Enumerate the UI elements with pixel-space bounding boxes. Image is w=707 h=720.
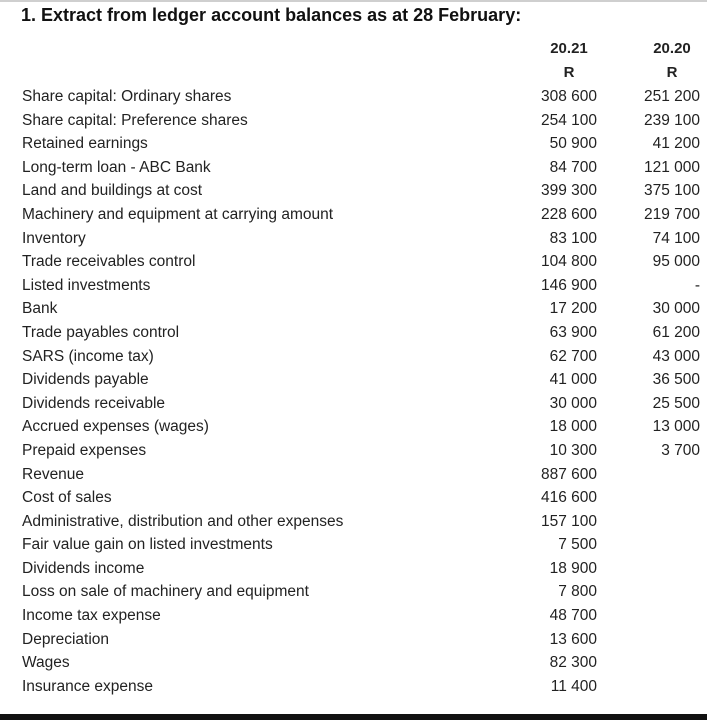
- table-row: [0, 580, 707, 604]
- balance-2021: 83 100: [549, 229, 597, 247]
- account-label: Listed investments: [22, 276, 151, 294]
- balance-2020: 239 100: [643, 111, 700, 129]
- balance-2021: 146 900: [540, 276, 597, 294]
- balance-2020: 61 200: [652, 323, 700, 341]
- account-label: Share capital: Ordinary shares: [22, 88, 232, 105]
- column-header-2021-unit: R: [563, 64, 575, 81]
- account-label: Bank: [22, 300, 58, 318]
- account-label: Long-term loan - ABC Bank: [22, 158, 211, 176]
- account-label: Administrative, distribution and other expenses: [22, 512, 344, 530]
- account-label: Trade receivables control: [22, 253, 196, 271]
- account-label: Dividends payable: [22, 371, 149, 389]
- table-row: [0, 227, 707, 251]
- page-title: 1. Extract from ledger account balances as at 28 February:: [21, 5, 522, 25]
- account-label: Retained earnings: [22, 135, 148, 153]
- table-row: [0, 675, 707, 699]
- account-label: Depreciation: [22, 630, 110, 648]
- table-row: [0, 463, 707, 487]
- account-label: Machinery and equipment at carrying amount: [22, 205, 334, 223]
- balance-2020: 95 000: [652, 253, 700, 271]
- balance-2020: 121 000: [643, 158, 700, 176]
- balance-2021: 84 700: [549, 158, 597, 176]
- account-label: Trade payables control: [22, 323, 180, 341]
- column-header-2021-year: 20.21: [550, 40, 588, 57]
- account-label: Inventory: [22, 229, 86, 247]
- column-header-2020-unit: R: [666, 64, 678, 81]
- balance-2020: 219 700: [643, 205, 700, 223]
- account-label: Dividends income: [22, 559, 145, 577]
- table-row: [0, 415, 707, 439]
- bottom-divider: [0, 714, 707, 720]
- account-label: Dividends receivable: [22, 394, 166, 412]
- balance-2021: 63 900: [549, 323, 597, 341]
- balance-2021: 82 300: [549, 654, 597, 672]
- balance-2021: 228 600: [540, 205, 597, 223]
- balance-2021: 10 300: [549, 441, 597, 459]
- balance-2020: 43 000: [652, 347, 700, 365]
- table-row: [0, 392, 707, 416]
- balance-2020: 3 700: [661, 441, 700, 459]
- account-label: Cost of sales: [22, 489, 112, 507]
- table-row: [0, 132, 707, 156]
- table-row: [0, 628, 707, 652]
- account-label: Insurance expense: [22, 677, 153, 695]
- table-row: [0, 109, 707, 133]
- balance-2020: 36 500: [652, 371, 700, 389]
- balance-2021: 48 700: [549, 607, 597, 625]
- table-row: [0, 203, 707, 227]
- table-row: [0, 557, 707, 581]
- balance-2021: 13 600: [549, 630, 597, 648]
- balance-2021: 41 000: [549, 371, 597, 389]
- account-label: Accrued expenses (wages): [22, 418, 209, 436]
- table-row: [0, 179, 707, 203]
- balance-2020: 25 500: [652, 394, 700, 412]
- table-row: [0, 345, 707, 369]
- account-label: Share capital: Preference shares: [22, 111, 248, 129]
- balance-2021: 308 600: [540, 88, 597, 105]
- account-label: Income tax expense: [22, 607, 161, 625]
- column-header-2020-year: 20.20: [653, 40, 691, 57]
- top-divider: [0, 0, 707, 2]
- table-row: [0, 486, 707, 510]
- balance-2021: 399 300: [540, 182, 597, 200]
- balance-2020: 375 100: [643, 182, 700, 200]
- account-label: Land and buildings at cost: [22, 182, 203, 200]
- table-row: [0, 604, 707, 628]
- account-label: Prepaid expenses: [22, 441, 147, 459]
- table-row: [0, 533, 707, 557]
- balance-2020: 41 200: [652, 135, 700, 153]
- balance-2020: 13 000: [652, 418, 700, 436]
- balance-2021: 18 900: [549, 559, 597, 577]
- balance-2021: 416 600: [540, 489, 597, 507]
- balance-2021: 18 000: [549, 418, 597, 436]
- account-label: Fair value gain on listed investments: [22, 536, 273, 554]
- balance-2021: 62 700: [549, 347, 597, 365]
- balance-2021: 7 800: [558, 583, 597, 601]
- balance-2020: 30 000: [652, 300, 700, 318]
- balance-2021: 11 400: [550, 677, 597, 695]
- account-label: Loss on sale of machinery and equipment: [22, 583, 309, 601]
- table-row: [0, 250, 707, 274]
- account-label: SARS (income tax): [22, 347, 154, 365]
- balance-2021: 104 800: [540, 253, 597, 271]
- balance-2020: -: [694, 276, 700, 294]
- balance-2021: 50 900: [549, 135, 597, 153]
- table-row: [0, 297, 707, 321]
- table-row: [0, 510, 707, 534]
- balance-2021: 17 200: [549, 300, 597, 318]
- table-row: [0, 368, 707, 392]
- balance-2021: 30 000: [549, 394, 597, 412]
- table-row: [0, 156, 707, 180]
- table-row: [0, 274, 707, 298]
- table-row: [0, 651, 707, 675]
- account-label: Revenue: [22, 465, 85, 483]
- table-row: [0, 439, 707, 463]
- balance-2021: 7 500: [558, 536, 597, 554]
- table-row: [0, 321, 707, 345]
- table-row: [0, 85, 707, 109]
- balance-2021: 254 100: [540, 111, 597, 129]
- balance-2020: 74 100: [652, 229, 700, 247]
- balance-2020: 251 200: [643, 88, 700, 105]
- balance-2021: 887 600: [540, 465, 597, 483]
- ledger-table: [0, 85, 707, 698]
- account-label: Wages: [22, 654, 70, 672]
- balance-2021: 157 100: [540, 512, 597, 530]
